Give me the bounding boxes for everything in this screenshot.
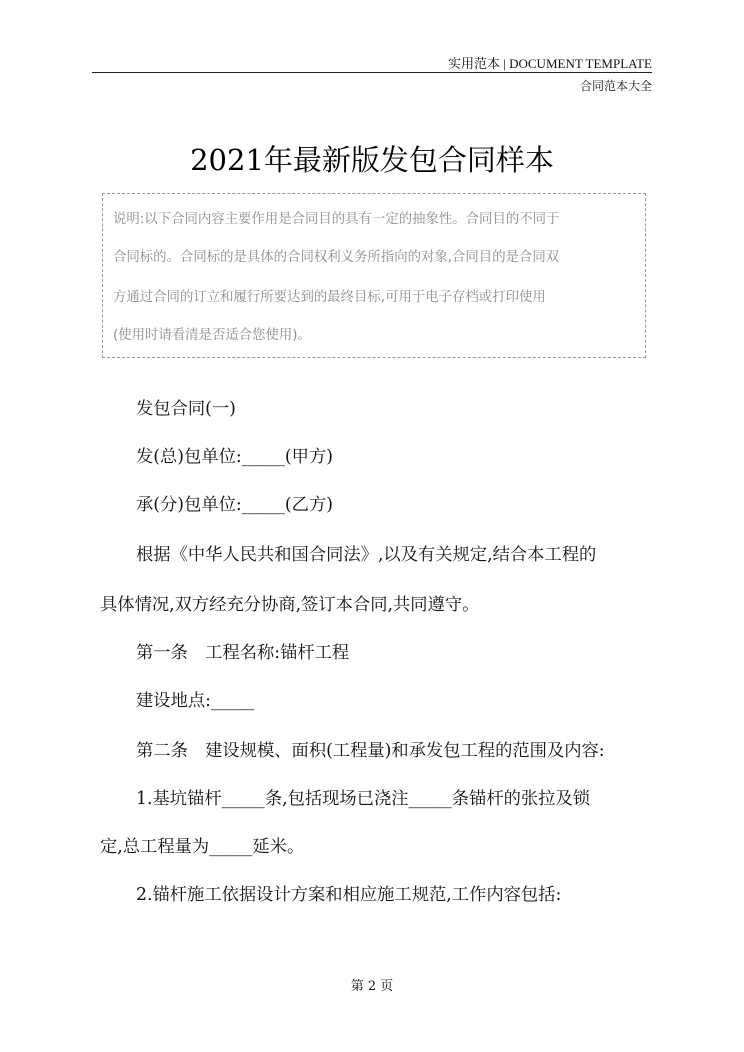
note-line: 方通过合同的订立和履行所要达到的最终目标,可用于电子存档或打印使用 [113, 290, 546, 305]
header-top-text: 实用范本 | DOCUMENT TEMPLATE [448, 56, 652, 71]
paragraph-article-2: 第二条 建设规模、面积(工程量)和承发包工程的范围及内容: [136, 741, 605, 761]
page-number: 第 2 页 [350, 979, 394, 994]
paragraph-location: 建设地点:_____ [136, 691, 255, 711]
paragraph-item-1-line2: 定,总工程量为_____延米。 [100, 837, 305, 857]
paragraph-item-1-line1: 1.基坑锚杆_____条,包括现场已浇注_____条锚杆的张拉及锁 [136, 789, 591, 809]
note-box [102, 193, 646, 358]
paragraph-contract-heading: 发包合同(一) [136, 399, 236, 419]
header-rule [92, 72, 652, 73]
note-line: (使用时请看清是否适合您使用)。 [113, 328, 311, 343]
paragraph-contractor: 承(分)包单位:_____(乙方) [136, 495, 333, 515]
note-line: 说明:以下合同内容主要作用是合同目的具有一定的抽象性。合同目的不同于 [113, 212, 560, 227]
paragraph-basis-line1: 根据《中华人民共和国合同法》,以及有关规定,结合本工程的 [136, 545, 597, 565]
paragraph-article-1: 第一条 工程名称:锚杆工程 [136, 643, 350, 663]
document-title: 2021年最新版发包合同样本 [190, 143, 554, 177]
paragraph-item-2: 2.锚杆施工依据设计方案和相应施工规范,工作内容包括: [136, 885, 562, 905]
paragraph-basis-line2: 具体情况,双方经充分协商,签订本合同,共同遵守。 [100, 595, 480, 615]
note-line: 合同标的。合同标的是具体的合同权利义务所指向的对象,合同目的是合同双 [113, 250, 560, 265]
paragraph-employer: 发(总)包单位:_____(甲方) [136, 447, 333, 467]
header-sub-text: 合同范本大全 [579, 79, 652, 93]
